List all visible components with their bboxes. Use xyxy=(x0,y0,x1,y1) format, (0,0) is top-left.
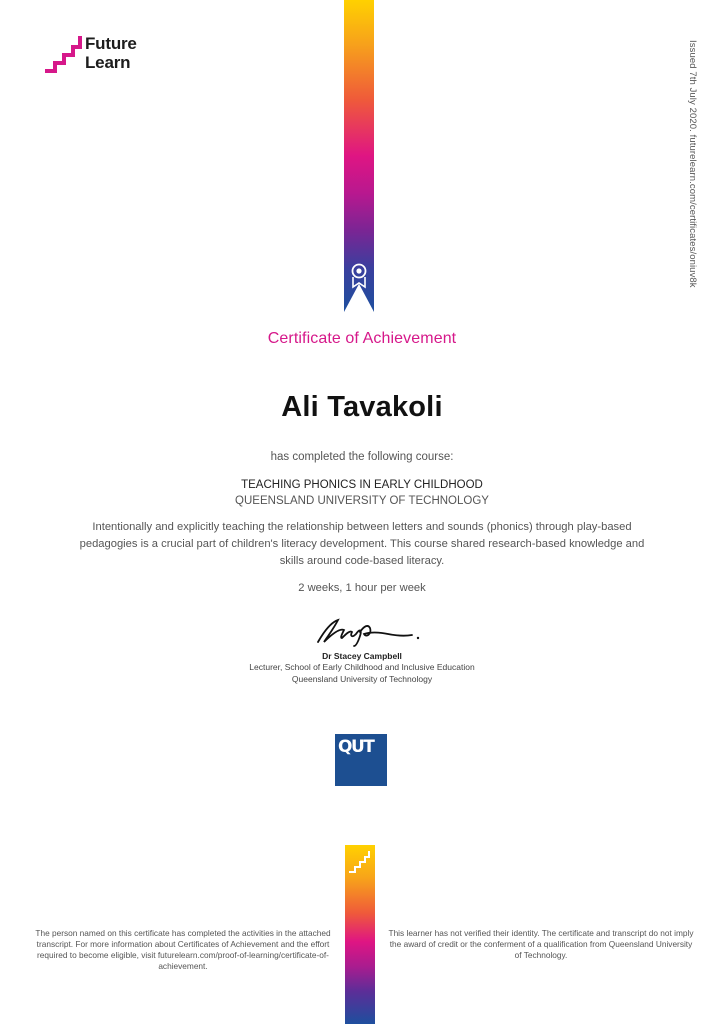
qut-logo xyxy=(335,734,387,786)
signature-image xyxy=(312,614,422,648)
logo-line1: Future xyxy=(85,34,137,53)
issued-info xyxy=(684,40,698,300)
stairs-icon xyxy=(348,850,372,876)
stairs-logo-icon xyxy=(44,33,84,75)
award-badge-icon xyxy=(350,263,368,289)
completed-text: has completed the following course: xyxy=(270,451,454,463)
course-organization: QUEENSLAND UNIVERSITY OF TECHNOLOGY xyxy=(235,495,489,507)
learner-name: Ali Tavakoli xyxy=(281,391,443,423)
footer-verification-note: This learner has not verified their identity. The certificate and transcript do not imply the award of credit or the conferment of a qualification from Queensland University of Technology. xyxy=(388,928,694,960)
certificate-title: Certificate of Achievement xyxy=(267,330,457,347)
signatory-role: Lecturer, School of Early Childhood and Inclusive Education xyxy=(249,662,475,672)
course-description: Intentionally and explicitly teaching the relationship between letters and sounds (phonics) through play-based pedagogies is a crucial part of children's literacy development. This course shared research-based knowledge and skills around code-based literacy. xyxy=(79,521,645,567)
signatory-organization: Queensland University of Technology xyxy=(291,674,433,684)
footer-proof-of-learning-note: The person named on this certificate has completed the activities in the attached transcript. For more information about Certificates of Achievement and the effort required to become eligible, visit futurelearn.com/proof-of-learning/certificate-of-achievement. xyxy=(35,928,331,971)
qut-logo-text: QUT xyxy=(338,737,374,757)
course-name: TEACHING PHONICS IN EARLY CHILDHOOD xyxy=(241,479,483,491)
signatory-name: Dr Stacey Campbell xyxy=(322,651,402,661)
course-duration: 2 weeks, 1 hour per week xyxy=(298,582,426,594)
logo-line2: Learn xyxy=(85,53,131,72)
issued-text: Issued 7th July 2020. futurelearn.com/certificates/oniuv8k xyxy=(687,40,698,288)
futurelearn-logo xyxy=(44,33,164,78)
